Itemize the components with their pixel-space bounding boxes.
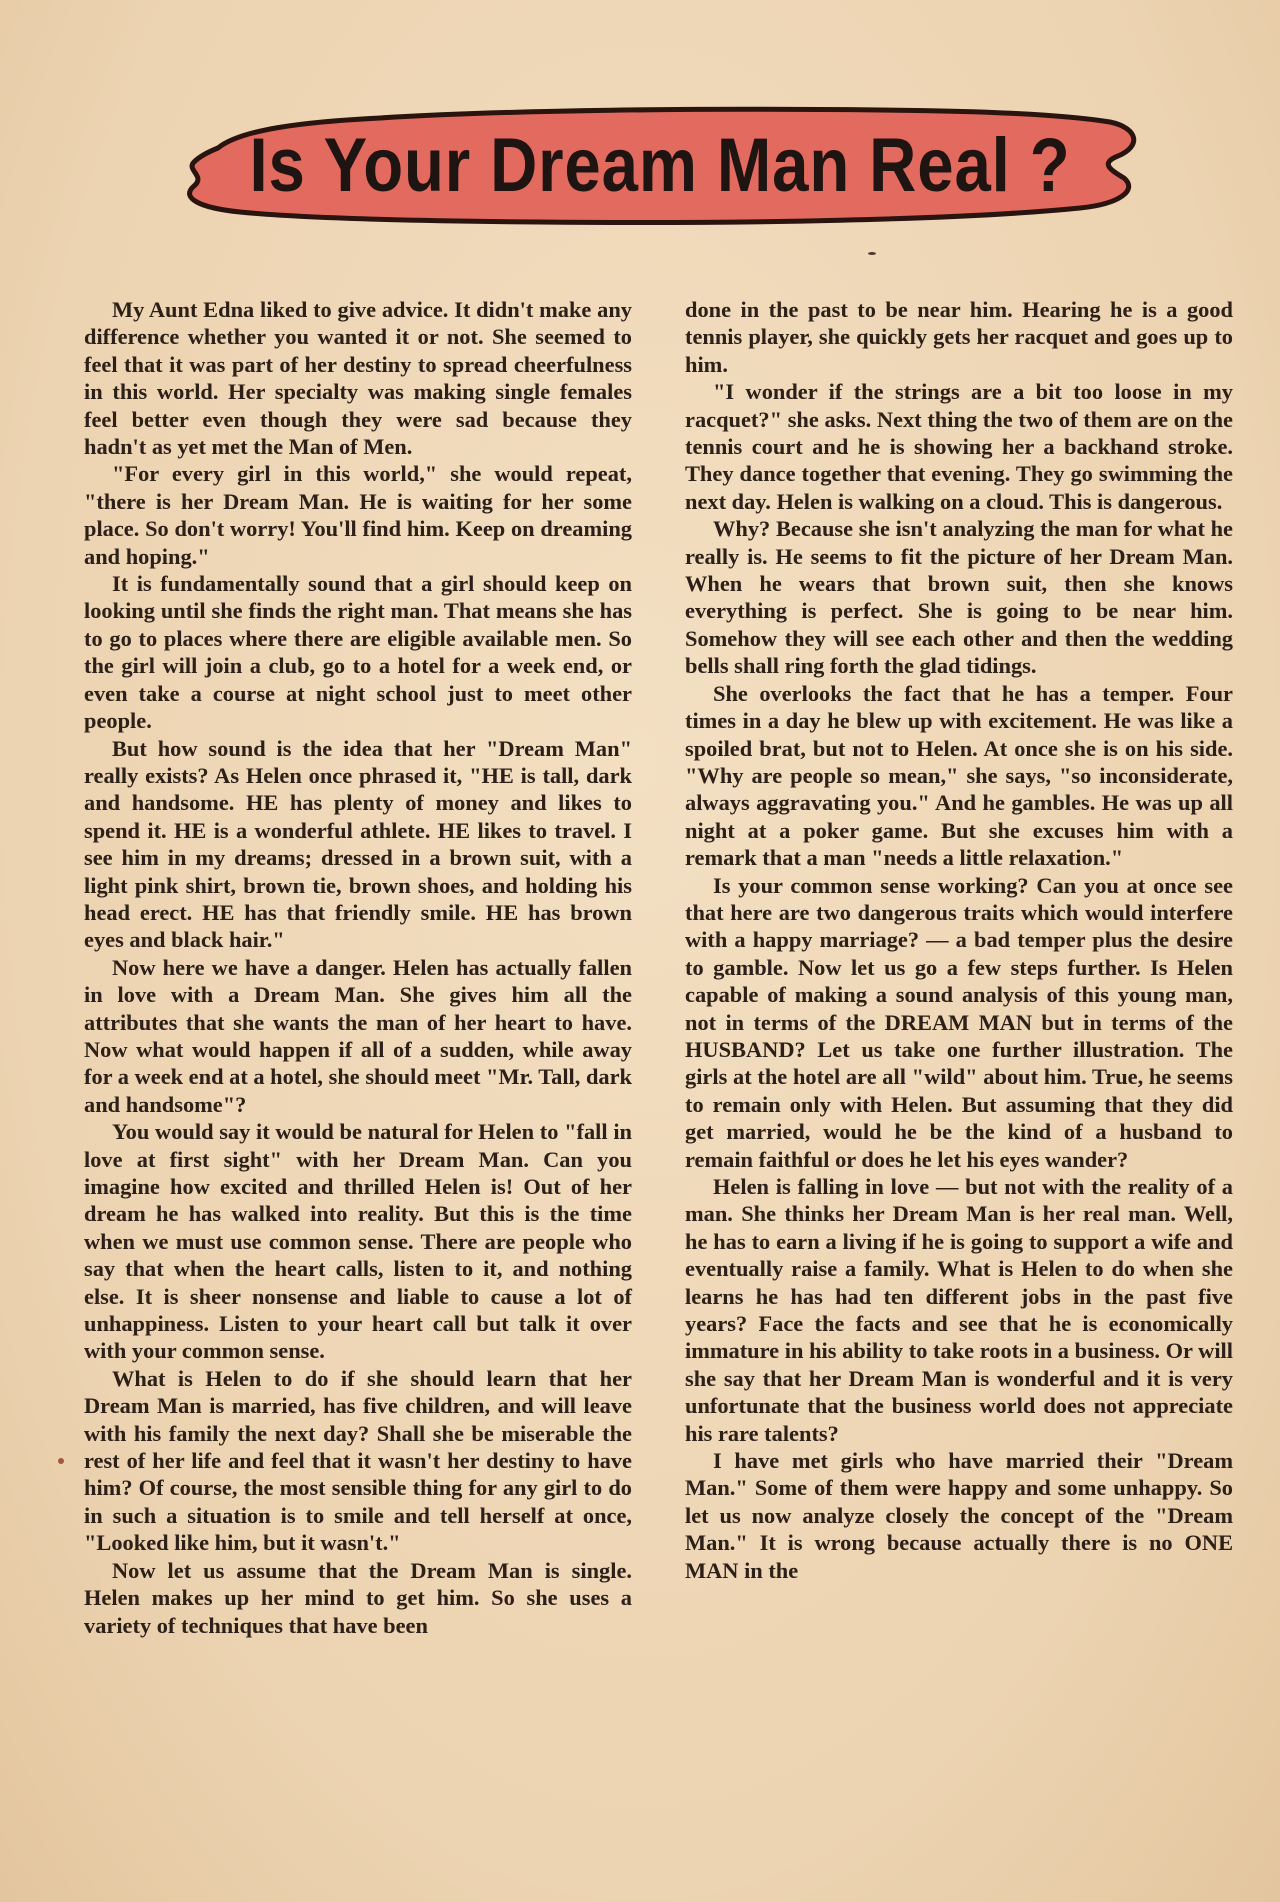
paragraph: "For every girl in this world," she would repeat, "there is her Dream Man. He is waiting for her some place. So don't worry! You'll find him. Keep on dreaming and hoping." <box>84 461 632 569</box>
title-banner <box>180 100 1140 240</box>
paragraph: What is Helen to do if she should learn that her Dream Man is married, has five children, and will leave with his family the next day? Shall she be miserable the rest of her life and feel that it wasn't her destiny to have him? Of course, the most sensible thing for any girl to do in such a situation is to smile and tell herself at once, "Looked like him, but it wasn't." <box>84 1365 632 1556</box>
ink-speck <box>58 1458 64 1464</box>
paragraph: She overlooks the fact that he has a temper. Four times in a day he blew up with excitement. He was like a spoiled brat, but not to Helen. At once she is on his side. "Why are people so mean," she says, "so inconsiderate, always aggravating you." And he gambles. He was up all night at a poker game. But she excuses him with a remark that a man "needs a little relaxation." <box>685 680 1233 871</box>
paragraph: Is your common sense working? Can you at once see that here are two dangerous traits which would interfere with a happy marriage? — a bad temper plus the desire to gamble. Now let us go a few steps further. Is Helen capable of making a sound analysis of this young man, not in terms of the DREAM MAN but in terms of the HUSBAND? Let us take one further illustration. The girls at the hotel are all "wild" about him. True, he seems to remain only with Helen. But assuming that they did get married, would he be the kind of a husband to remain faithful or does he let his eyes wander? <box>685 872 1233 1172</box>
paragraph: "I wonder if the strings are a bit too loose in my racquet?" she asks. Next thing the two of them are on the tennis court and he is showing her a backhand stroke. They dance together that evening. They go swimming the next day. Helen is walking on a cloud. This is dangerous. <box>685 379 1233 514</box>
paragraph: You would say it would be natural for Helen to "fall in love at first sight" with her Dream Man. Can you imagine how excited and thrilled Helen is! Out of her dream he has walked into reality. But this is the time when we must use common sense. There are people who say that when the heart calls, listen to it, and nothing else. It is sheer nonsense and liable to cause a lot of unhappiness. Listen to your heart call but talk it over with your common sense. <box>84 1119 632 1364</box>
paragraph: done in the past to be near him. Hearing he is a good tennis player, she quickly gets her racquet and goes up to him. <box>685 297 1233 377</box>
paragraph: Now let us assume that the Dream Man is single. Helen makes up her mind to get him. So she uses a variety of techniques that have been <box>84 1557 632 1638</box>
paragraph: It is fundamentally sound that a girl should keep on looking until she finds the right man. That means she has to go to places where there are eligible available men. So the girl will join a club, go to a hotel for a week end, or even take a course at night school just to meet other people. <box>84 571 632 734</box>
ink-speck <box>868 252 876 255</box>
article-title: Is Your Dream Man Real ? <box>249 123 1071 208</box>
paragraph: But how sound is the idea that her "Dream Man" really exists? As Helen once phrased it, "HE is tall, dark and handsome. HE has plenty of money and likes to spend it. HE is a wonderful athlete. HE likes to travel. I see him in my dreams; dressed in a brown suit, with a light pink shirt, brown tie, brown shoes, and holding his head erect. HE has that friendly smile. HE has brown eyes and black hair." <box>84 735 632 953</box>
paragraph: My Aunt Edna liked to give advice. It didn't make any difference whether you wanted it or not. She seemed to feel that it was part of her destiny to spread cheerfulness in this world. Her specialty was making single females feel better even though they were sad because they hadn't as yet met the Man of Men. <box>84 297 632 460</box>
paragraph: Helen is falling in love — but not with the reality of a man. She thinks her Dream Man is her real man. Well, he has to earn a living if he is going to support a wife and eventually raise a family. What is Helen to do when she learns he has had ten different jobs in the past five years? Face the facts and see that he is economically immature in his ability to take roots in a business. Or will she say that her Dream Man is wonderful and it is very unfortunate that the business world does not appreciate his rare talents? <box>685 1174 1233 1446</box>
left-column <box>84 296 632 1639</box>
paragraph: Now here we have a danger. Helen has actually fallen in love with a Dream Man. She gives him all the attributes that she wants the man of her heart to have. Now what would happen if all of a sudden, while away for a week end at a hotel, she should meet "Mr. Tall, dark and handsome"? <box>84 954 632 1117</box>
right-column <box>685 296 1233 1584</box>
paragraph: I have met girls who have married their "Dream Man." Some of them were happy and some unhappy. So let us now analyze closely the concept of the "Dream Man." It is wrong because actually there is no ONE MAN in the <box>685 1448 1233 1583</box>
paragraph: Why? Because she isn't analyzing the man for what he really is. He seems to fit the picture of her Dream Man. When he wears that brown suit, then she knows everything is perfect. She is going to be near him. Somehow they will see each other and then the wedding bells shall ring forth the glad tidings. <box>685 516 1233 679</box>
